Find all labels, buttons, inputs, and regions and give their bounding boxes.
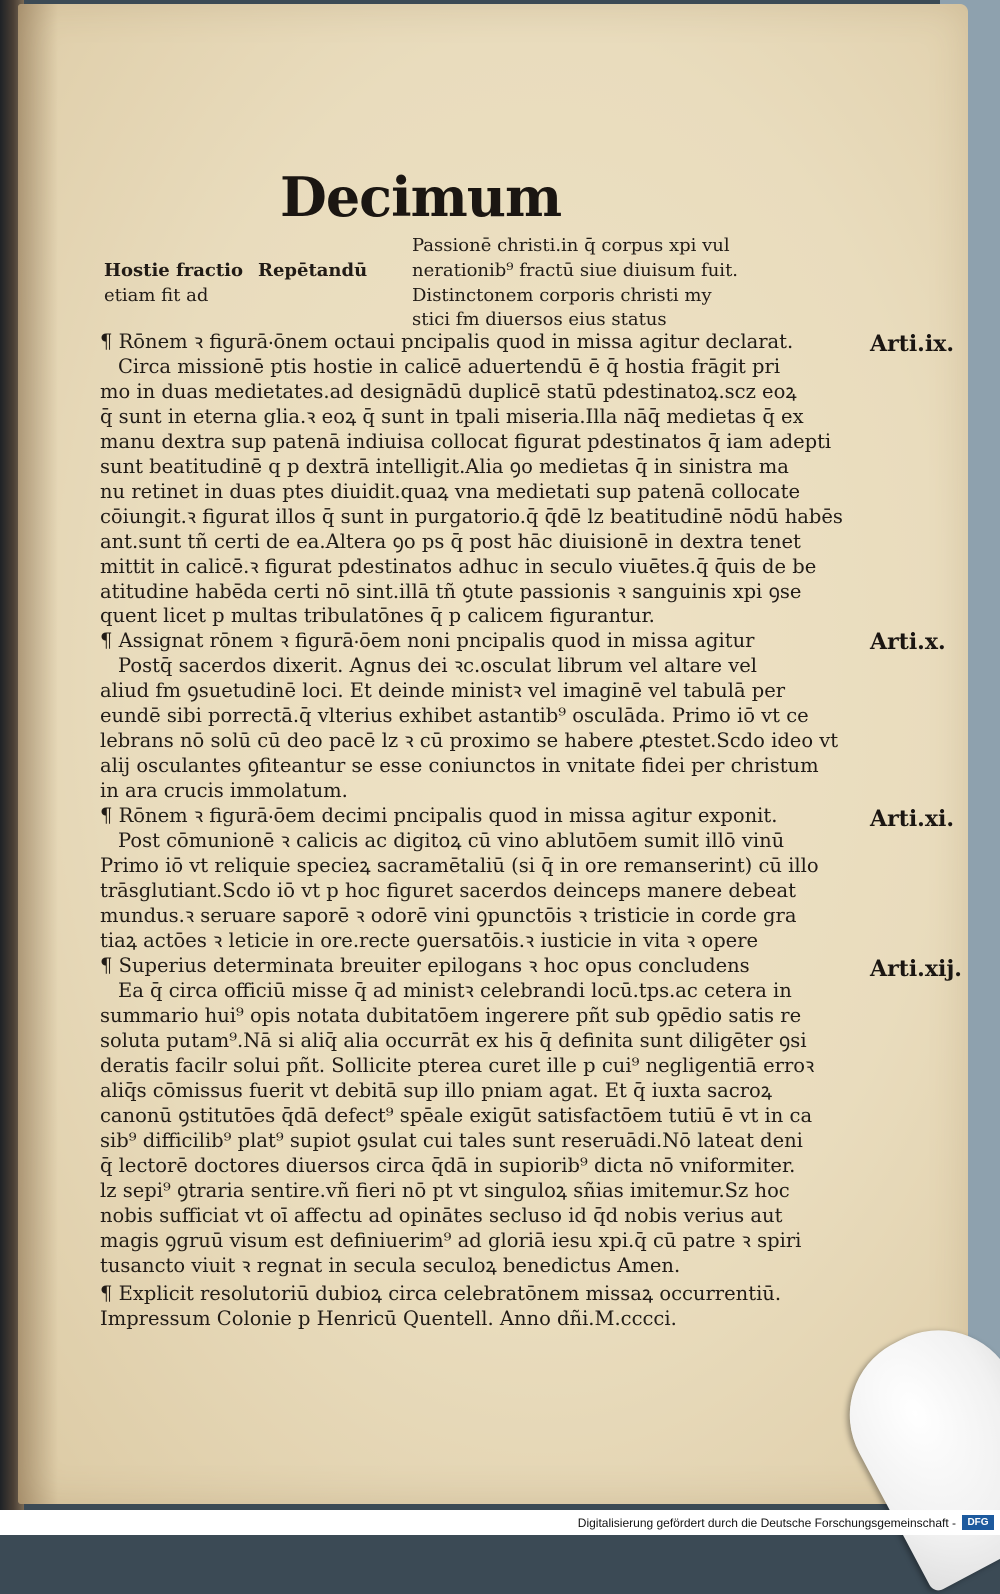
body-line: ant.sunt tñ certi de ea.Altera ꝯo ps q̄ post hāc diuisionē in dextra tenet [100, 530, 801, 553]
body-line: atitudine habēda certi nō sint.illā tñ ꝯtute passionis ꝛ sanguinis xpi ꝯse [100, 580, 802, 603]
body-line: mo in duas medietates.ad designādū duplicē statū pdestinatoꝝ.scz eoꝝ [100, 380, 797, 403]
body-line: Primo iō vt reliquie specieꝝ sacramētaliū (si q̄ in ore remanserint) cū illo [100, 854, 819, 877]
body-line: lebrans nō solū cū deo pacē lz ꝛ cū proximo se habere ꝓtestet.Scdo ideo vt [100, 729, 839, 752]
header-right-line: stici fm diuersos eius status [412, 309, 667, 330]
header-left-line: Hostie fractio [104, 260, 244, 281]
body-line: eundē sibi porrectā.q̄ vlterius exhibet astantib⁹ osculāda. Primo iō vt ce [100, 704, 809, 727]
body-line: ¶ Rōnem ꝛ figurā‧ōem decimi pncipalis quod in missa agitur exponit. [100, 804, 778, 827]
body-line: magis ꝯgruū visum est definiuerim⁹ ad gloriā iesu xpi.q̄ cū patre ꝛ spiri [100, 1229, 802, 1252]
body-line: lz sepi⁹ ꝯtraria sentire.vñ fieri nō pt vt singuloꝝ sñias imitemur.Sz hoc [100, 1179, 790, 1202]
body-line: Postq̄ sacerdos dixerit. Agnus dei ꝛc.osculat librum vel altare vel [118, 654, 758, 677]
body-line: manu dextra sup patenā indiuisa collocat figurat pdestinatos q̄ iam adepti [100, 430, 832, 453]
header-left-line: etiam fit ad [104, 285, 209, 306]
body-line: sib⁹ difficilib⁹ plat⁹ supiot ꝯsulat cui tales sunt reseruādi.Nō lateat deni [100, 1129, 803, 1152]
body-line: trāsglutiant.Scdo iō vt p hoc figuret sacerdos deinceps manere debeat [100, 879, 796, 902]
body-line: ¶ Assignat rōnem ꝛ figurā‧ōem noni pncipalis quod in missa agitur [100, 629, 755, 652]
body-line: summario hui⁹ opis notata dubitatōem ingerere pñt sub ꝯpēdio satis re [100, 1004, 802, 1027]
body-line: Ea q̄ circa officiū misse q̄ ad ministꝛ celebrandi locū.tps.ac cetera in [118, 979, 792, 1002]
body-line: ¶ Rōnem ꝛ figurā‧ōnem octaui pncipalis quod in missa agitur declarat. [100, 330, 794, 353]
colophon-line: ¶ Explicit resolutoriū dubioꝝ circa celebratōnem missaꝝ occurrentiū. [100, 1282, 782, 1305]
header-middle-line: Repētandū [258, 260, 368, 281]
dfg-logo: DFG [962, 1515, 994, 1530]
body-line: q̄ sunt in eterna glia.ꝛ eoꝝ q̄ sunt in tpali miseria.Illa nāq̄ medietas q̄ ex [100, 405, 804, 428]
body-line: in ara crucis immolatum. [100, 779, 348, 802]
page-heading: Decimum [280, 165, 562, 229]
body-line: quent licet p multas tribulatōnes q̄ p calicem figurantur. [100, 604, 655, 627]
margin-note-article: Arti.xi. [870, 806, 954, 832]
margin-note-article: Arti.xij. [870, 956, 962, 982]
body-line: tusancto viuit ꝛ regnat in secula seculoꝝ benedictus Amen. [100, 1254, 681, 1277]
body-line: sunt beatitudinē q p dextrā intelligit.Alia ꝯo medietas q̄ in sinistra ma [100, 455, 789, 478]
margin-note-article: Arti.ix. [870, 331, 954, 357]
body-line: q̄ lectorē doctores diuersos circa q̄dā in supiorib⁹ dicta nō vniformiter. [100, 1154, 796, 1177]
body-line: nobis sufficiat vt oī affectu ad opinātes secluso id q̄d nobis verius aut [100, 1204, 783, 1227]
body-line: ¶ Superius determinata breuiter epilogans ꝛ hoc opus concludens [100, 954, 750, 977]
page-gutter-shadow [18, 4, 58, 1504]
footer-bar [0, 1510, 1000, 1535]
body-line: cōiungit.ꝛ figurat illos q̄ sunt in purgatorio.q̄ q̄dē lz beatitudinē nōdū habēs [100, 505, 843, 528]
funding-notice: Digitalisierung gefördert durch die Deutsche Forschungsgemeinschaft - [577, 1516, 956, 1530]
body-line: tiaꝝ actōes ꝛ leticie in ore.recte ꝯuersatōis.ꝛ iusticie in vita ꝛ opere [100, 929, 759, 952]
header-right-line: Distinctonem corporis christi my [412, 285, 712, 306]
body-line: canonū ꝯstitutōes q̄dā defect⁹ spēale exigūt satisfactōem tutiū ē vt in ca [100, 1104, 813, 1127]
colophon-line: Impressum Colonie p Henricū Quentell. Anno dñi.M.cccci. [100, 1307, 677, 1330]
body-line: Circa missionē ptis hostie in calicē aduertendū ē q̄ hostia frāgit pri [118, 355, 781, 378]
body-line: deratis facilr solui pñt. Sollicite pterea curet ille p cui⁹ negligentiā erroꝛ [100, 1054, 815, 1077]
body-line: mittit in calicē.ꝛ figurat pdestinatos adhuc in seculo viuētes.q̄ q̄uis de be [100, 555, 817, 578]
body-line: alij osculantes ꝯfiteantur se esse coniunctos in vnitate fidei per christum [100, 754, 819, 777]
body-line: Post cōmunionē ꝛ calicis ac digitoꝝ cū vino ablutōem sumit illō vinū [118, 829, 785, 852]
margin-note-article: Arti.x. [870, 629, 946, 655]
header-right-line: nerationib⁹ fractū siue diuisum fuit. [412, 260, 739, 281]
body-line: nu retinet in duas ptes diuidit.quaꝝ vna medietati sup patenā collocate [100, 480, 801, 503]
body-line: soluta putam⁹.Nā si aliq̄ alia occurrāt ex his q̄ definita sunt diligēter ꝯsi [100, 1029, 807, 1052]
body-line: aliud fm ꝯsuetudinē loci. Et deinde ministꝛ vel imaginē vel tabulā per [100, 679, 786, 702]
body-line: aliq̄s cōmissus fuerit vt debitā sup illo pniam agat. Et q̄ iuxta sacroꝝ [100, 1079, 773, 1102]
header-right-line: Passionē christi.in q̄ corpus xpi vul [412, 235, 730, 256]
body-line: mundus.ꝛ seruare saporē ꝛ odorē vini ꝯpunctōis ꝛ tristicie in corde gra [100, 904, 797, 927]
